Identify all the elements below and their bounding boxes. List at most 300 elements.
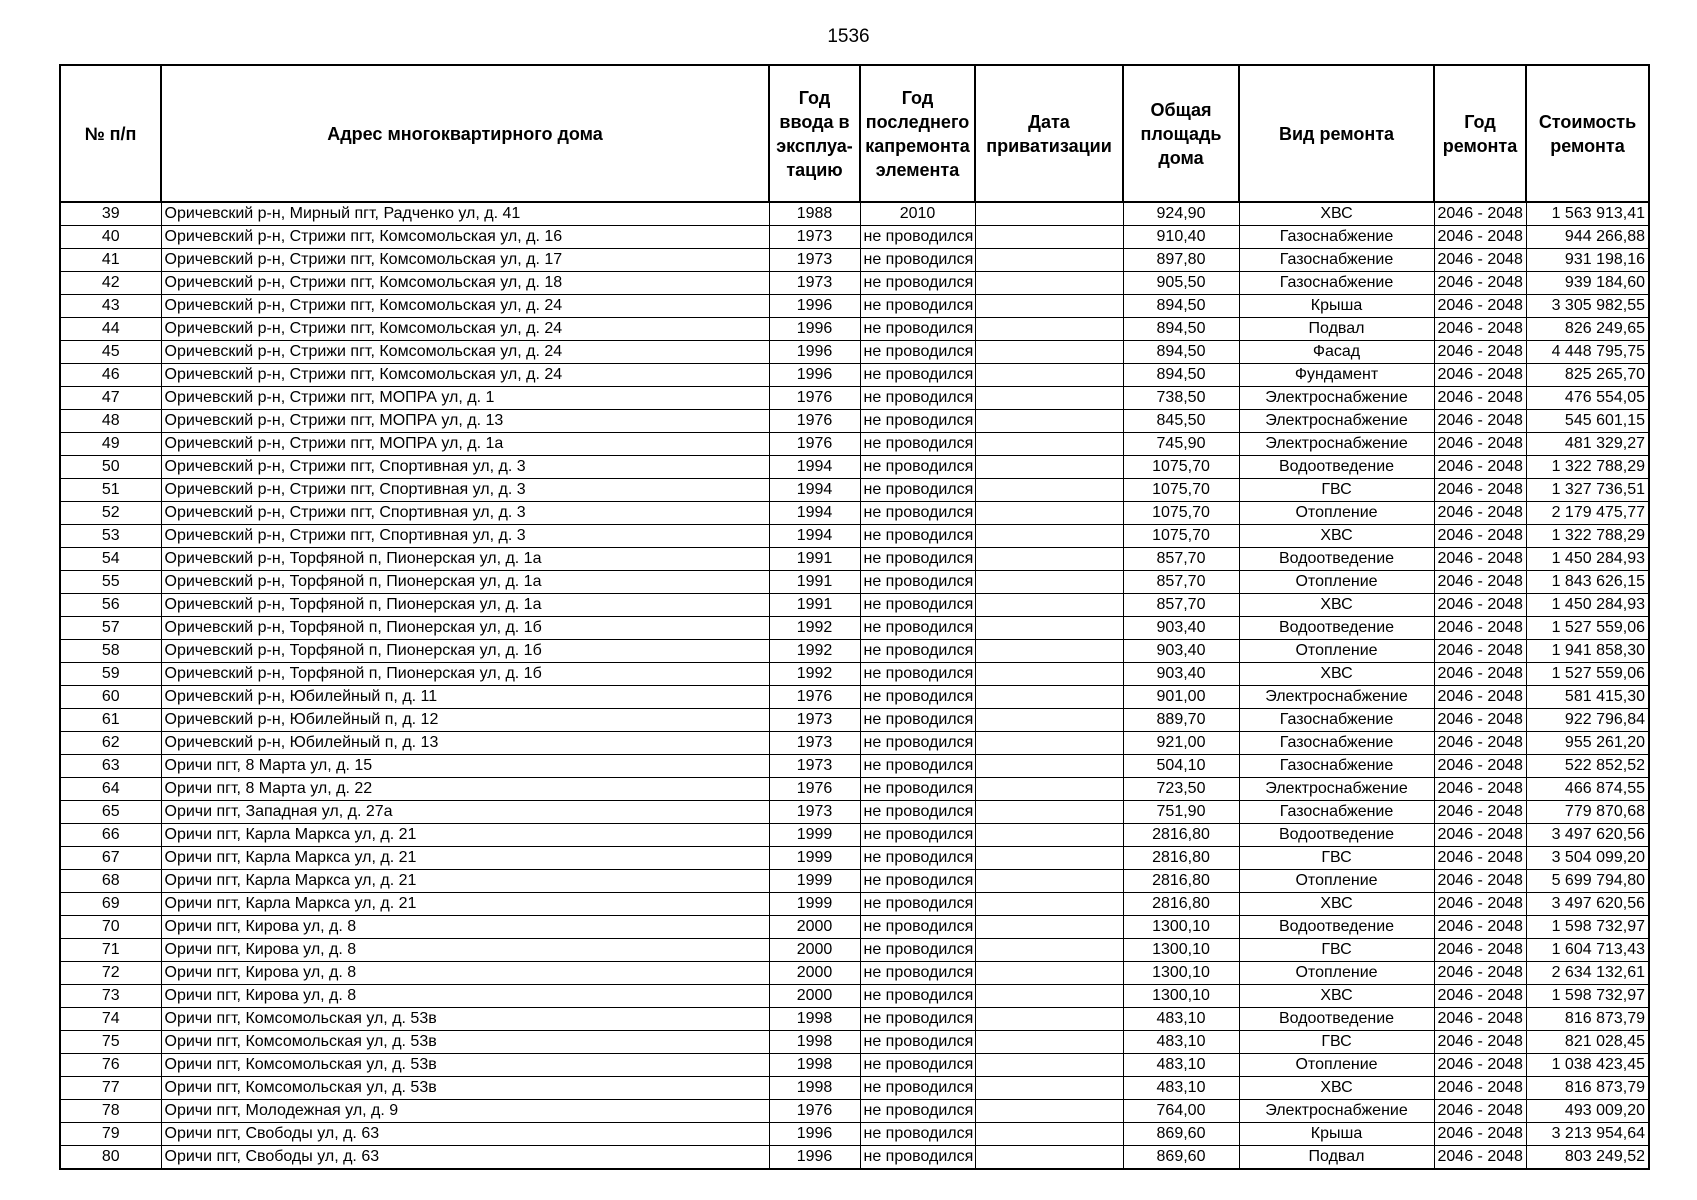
- last-repair-cell: не проводился: [860, 341, 975, 364]
- address-cell: Оричи пгт, Кирова ул, д. 8: [161, 916, 769, 939]
- address-cell: Оричевский р-н, Стрижи пгт, Комсомольская ул, д. 24: [161, 318, 769, 341]
- table-row: [60, 548, 1649, 571]
- cost-cell: 1 322 788,29: [1526, 525, 1649, 548]
- year-built-cell: 2000: [769, 985, 860, 1008]
- year-built-cell: 1991: [769, 548, 860, 571]
- row-num-cell: 51: [60, 479, 161, 502]
- address-cell: Оричи пгт, Свободы ул, д. 63: [161, 1146, 769, 1170]
- address-cell: Оричи пгт, 8 Марта ул, д. 22: [161, 778, 769, 801]
- address-cell: Оричи пгт, Комсомольская ул, д. 53в: [161, 1008, 769, 1031]
- table-row: [60, 525, 1649, 548]
- cost-cell: 5 699 794,80: [1526, 870, 1649, 893]
- year-built-cell: 1998: [769, 1008, 860, 1031]
- area-cell: 1075,70: [1123, 525, 1239, 548]
- repair-year-cell: 2046 - 2048: [1434, 1054, 1526, 1077]
- last-repair-cell: не проводился: [860, 732, 975, 755]
- address-cell: Оричи пгт, Карла Маркса ул, д. 21: [161, 893, 769, 916]
- privatization-cell: [975, 1100, 1123, 1123]
- privatization-cell: [975, 709, 1123, 732]
- table-row: [60, 893, 1649, 916]
- row-num-cell: 61: [60, 709, 161, 732]
- repair-type-cell: ХВС: [1239, 594, 1434, 617]
- address-cell: Оричевский р-н, Торфяной п, Пионерская ул, д. 1а: [161, 548, 769, 571]
- address-cell: Оричевский р-н, Стрижи пгт, Спортивная ул, д. 3: [161, 502, 769, 525]
- privatization-cell: [975, 318, 1123, 341]
- repair-type-cell: Крыша: [1239, 295, 1434, 318]
- address-cell: Оричевский р-н, Стрижи пгт, Комсомольская ул, д. 24: [161, 295, 769, 318]
- year-built-cell: 1999: [769, 870, 860, 893]
- address-cell: Оричевский р-н, Стрижи пгт, Комсомольская ул, д. 16: [161, 226, 769, 249]
- cost-cell: 466 874,55: [1526, 778, 1649, 801]
- row-num-cell: 39: [60, 202, 161, 226]
- privatization-cell: [975, 249, 1123, 272]
- last-repair-cell: не проводился: [860, 295, 975, 318]
- row-num-cell: 46: [60, 364, 161, 387]
- repair-year-cell: 2046 - 2048: [1434, 226, 1526, 249]
- table-row: [60, 272, 1649, 295]
- privatization-cell: [975, 272, 1123, 295]
- year-built-cell: 1996: [769, 318, 860, 341]
- row-num-cell: 55: [60, 571, 161, 594]
- last-repair-cell: не проводился: [860, 847, 975, 870]
- cost-cell: 821 028,45: [1526, 1031, 1649, 1054]
- repair-type-cell: ГВС: [1239, 1031, 1434, 1054]
- repair-year-cell: 2046 - 2048: [1434, 916, 1526, 939]
- area-cell: 905,50: [1123, 272, 1239, 295]
- year-built-cell: 2000: [769, 962, 860, 985]
- cost-cell: 816 873,79: [1526, 1008, 1649, 1031]
- area-cell: 738,50: [1123, 387, 1239, 410]
- repair-year-cell: 2046 - 2048: [1434, 870, 1526, 893]
- last-repair-cell: не проводился: [860, 318, 975, 341]
- address-cell: Оричевский р-н, Стрижи пгт, МОПРА ул, д. 1а: [161, 433, 769, 456]
- repair-year-cell: 2046 - 2048: [1434, 1100, 1526, 1123]
- table-row: [60, 778, 1649, 801]
- area-cell: 921,00: [1123, 732, 1239, 755]
- cost-cell: 2 634 132,61: [1526, 962, 1649, 985]
- last-repair-cell: не проводился: [860, 617, 975, 640]
- header-repair-year: Год ремонта: [1434, 65, 1526, 202]
- table-row: [60, 571, 1649, 594]
- row-num-cell: 62: [60, 732, 161, 755]
- row-num-cell: 77: [60, 1077, 161, 1100]
- privatization-cell: [975, 962, 1123, 985]
- privatization-cell: [975, 502, 1123, 525]
- repair-type-cell: Электроснабжение: [1239, 433, 1434, 456]
- privatization-cell: [975, 295, 1123, 318]
- repair-type-cell: ГВС: [1239, 939, 1434, 962]
- repair-type-cell: ХВС: [1239, 893, 1434, 916]
- table-row: [60, 732, 1649, 755]
- privatization-cell: [975, 594, 1123, 617]
- last-repair-cell: не проводился: [860, 755, 975, 778]
- table-row: [60, 985, 1649, 1008]
- cost-cell: 1 563 913,41: [1526, 202, 1649, 226]
- row-num-cell: 45: [60, 341, 161, 364]
- cost-cell: 1 843 626,15: [1526, 571, 1649, 594]
- row-num-cell: 57: [60, 617, 161, 640]
- row-num-cell: 41: [60, 249, 161, 272]
- privatization-cell: [975, 778, 1123, 801]
- repair-year-cell: 2046 - 2048: [1434, 985, 1526, 1008]
- last-repair-cell: не проводился: [860, 1031, 975, 1054]
- last-repair-cell: не проводился: [860, 1100, 975, 1123]
- table-row: [60, 824, 1649, 847]
- repair-year-cell: 2046 - 2048: [1434, 778, 1526, 801]
- privatization-cell: [975, 571, 1123, 594]
- address-cell: Оричевский р-н, Торфяной п, Пионерская ул, д. 1а: [161, 594, 769, 617]
- cost-cell: 1 322 788,29: [1526, 456, 1649, 479]
- repair-year-cell: 2046 - 2048: [1434, 893, 1526, 916]
- last-repair-cell: не проводился: [860, 962, 975, 985]
- last-repair-cell: не проводился: [860, 686, 975, 709]
- area-cell: 483,10: [1123, 1054, 1239, 1077]
- address-cell: Оричевский р-н, Стрижи пгт, Комсомольская ул, д. 24: [161, 341, 769, 364]
- last-repair-cell: не проводился: [860, 801, 975, 824]
- privatization-cell: [975, 456, 1123, 479]
- cost-cell: 3 504 099,20: [1526, 847, 1649, 870]
- year-built-cell: 1996: [769, 364, 860, 387]
- repair-year-cell: 2046 - 2048: [1434, 1146, 1526, 1170]
- year-built-cell: 1998: [769, 1077, 860, 1100]
- last-repair-cell: не проводился: [860, 1077, 975, 1100]
- address-cell: Оричевский р-н, Стрижи пгт, Спортивная ул, д. 3: [161, 456, 769, 479]
- repair-year-cell: 2046 - 2048: [1434, 755, 1526, 778]
- last-repair-cell: не проводился: [860, 249, 975, 272]
- year-built-cell: 1973: [769, 226, 860, 249]
- cost-cell: 476 554,05: [1526, 387, 1649, 410]
- year-built-cell: 1994: [769, 456, 860, 479]
- privatization-cell: [975, 525, 1123, 548]
- repair-year-cell: 2046 - 2048: [1434, 433, 1526, 456]
- repair-type-cell: Фундамент: [1239, 364, 1434, 387]
- repair-registry-table: [59, 64, 1650, 1170]
- privatization-cell: [975, 985, 1123, 1008]
- privatization-cell: [975, 640, 1123, 663]
- address-cell: Оричевский р-н, Стрижи пгт, Комсомольская ул, д. 24: [161, 364, 769, 387]
- address-cell: Оричи пгт, Карла Маркса ул, д. 21: [161, 824, 769, 847]
- address-cell: Оричевский р-н, Стрижи пгт, Комсомольская ул, д. 17: [161, 249, 769, 272]
- cost-cell: 3 497 620,56: [1526, 824, 1649, 847]
- address-cell: Оричи пгт, 8 Марта ул, д. 15: [161, 755, 769, 778]
- header-num: № п/п: [60, 65, 161, 202]
- row-num-cell: 56: [60, 594, 161, 617]
- year-built-cell: 1976: [769, 387, 860, 410]
- repair-type-cell: Крыша: [1239, 1123, 1434, 1146]
- year-built-cell: 1973: [769, 272, 860, 295]
- area-cell: 894,50: [1123, 341, 1239, 364]
- privatization-cell: [975, 732, 1123, 755]
- cost-cell: 2 179 475,77: [1526, 502, 1649, 525]
- year-built-cell: 1996: [769, 341, 860, 364]
- row-num-cell: 76: [60, 1054, 161, 1077]
- row-num-cell: 44: [60, 318, 161, 341]
- repair-year-cell: 2046 - 2048: [1434, 502, 1526, 525]
- repair-type-cell: Электроснабжение: [1239, 387, 1434, 410]
- privatization-cell: [975, 410, 1123, 433]
- row-num-cell: 43: [60, 295, 161, 318]
- last-repair-cell: не проводился: [860, 824, 975, 847]
- year-built-cell: 1996: [769, 1123, 860, 1146]
- row-num-cell: 50: [60, 456, 161, 479]
- row-num-cell: 65: [60, 801, 161, 824]
- address-cell: Оричевский р-н, Торфяной п, Пионерская ул, д. 1а: [161, 571, 769, 594]
- cost-cell: 522 852,52: [1526, 755, 1649, 778]
- last-repair-cell: не проводился: [860, 1054, 975, 1077]
- last-repair-cell: не проводился: [860, 985, 975, 1008]
- repair-type-cell: Отопление: [1239, 1054, 1434, 1077]
- row-num-cell: 69: [60, 893, 161, 916]
- repair-year-cell: 2046 - 2048: [1434, 824, 1526, 847]
- address-cell: Оричевский р-н, Мирный пгт, Радченко ул, д. 41: [161, 202, 769, 226]
- repair-year-cell: 2046 - 2048: [1434, 617, 1526, 640]
- privatization-cell: [975, 755, 1123, 778]
- table-row: [60, 847, 1649, 870]
- row-num-cell: 58: [60, 640, 161, 663]
- area-cell: 1075,70: [1123, 456, 1239, 479]
- area-cell: 857,70: [1123, 594, 1239, 617]
- repair-type-cell: Отопление: [1239, 571, 1434, 594]
- address-cell: Оричи пгт, Комсомольская ул, д. 53в: [161, 1054, 769, 1077]
- address-cell: Оричи пгт, Комсомольская ул, д. 53в: [161, 1031, 769, 1054]
- area-cell: 924,90: [1123, 202, 1239, 226]
- repair-type-cell: Водоотведение: [1239, 617, 1434, 640]
- repair-year-cell: 2046 - 2048: [1434, 548, 1526, 571]
- area-cell: 723,50: [1123, 778, 1239, 801]
- cost-cell: 931 198,16: [1526, 249, 1649, 272]
- repair-type-cell: Газоснабжение: [1239, 732, 1434, 755]
- privatization-cell: [975, 1031, 1123, 1054]
- area-cell: 1300,10: [1123, 916, 1239, 939]
- address-cell: Оричевский р-н, Торфяной п, Пионерская ул, д. 1б: [161, 663, 769, 686]
- address-cell: Оричи пгт, Свободы ул, д. 63: [161, 1123, 769, 1146]
- last-repair-cell: не проводился: [860, 663, 975, 686]
- privatization-cell: [975, 479, 1123, 502]
- repair-type-cell: Электроснабжение: [1239, 778, 1434, 801]
- row-num-cell: 47: [60, 387, 161, 410]
- row-num-cell: 80: [60, 1146, 161, 1170]
- last-repair-cell: не проводился: [860, 1123, 975, 1146]
- row-num-cell: 53: [60, 525, 161, 548]
- cost-cell: 939 184,60: [1526, 272, 1649, 295]
- repair-type-cell: Газоснабжение: [1239, 801, 1434, 824]
- cost-cell: 4 448 795,75: [1526, 341, 1649, 364]
- repair-type-cell: ХВС: [1239, 985, 1434, 1008]
- privatization-cell: [975, 824, 1123, 847]
- page-number: 1536: [827, 26, 870, 47]
- privatization-cell: [975, 801, 1123, 824]
- cost-cell: 581 415,30: [1526, 686, 1649, 709]
- row-num-cell: 71: [60, 939, 161, 962]
- table-row: [60, 962, 1649, 985]
- year-built-cell: 1991: [769, 571, 860, 594]
- repair-year-cell: 2046 - 2048: [1434, 709, 1526, 732]
- row-num-cell: 42: [60, 272, 161, 295]
- cost-cell: 1 598 732,97: [1526, 985, 1649, 1008]
- repair-type-cell: ХВС: [1239, 525, 1434, 548]
- row-num-cell: 78: [60, 1100, 161, 1123]
- cost-cell: 779 870,68: [1526, 801, 1649, 824]
- cost-cell: 1 450 284,93: [1526, 594, 1649, 617]
- header-area: Общая площадь дома: [1123, 65, 1239, 202]
- year-built-cell: 1999: [769, 824, 860, 847]
- row-num-cell: 54: [60, 548, 161, 571]
- repair-year-cell: 2046 - 2048: [1434, 410, 1526, 433]
- repair-year-cell: 2046 - 2048: [1434, 525, 1526, 548]
- privatization-cell: [975, 617, 1123, 640]
- table-row: [60, 387, 1649, 410]
- cost-cell: 816 873,79: [1526, 1077, 1649, 1100]
- year-built-cell: 1994: [769, 479, 860, 502]
- repair-year-cell: 2046 - 2048: [1434, 663, 1526, 686]
- address-cell: Оричевский р-н, Торфяной п, Пионерская ул, д. 1б: [161, 617, 769, 640]
- last-repair-cell: не проводился: [860, 456, 975, 479]
- area-cell: 751,90: [1123, 801, 1239, 824]
- table-row: [60, 341, 1649, 364]
- repair-type-cell: ХВС: [1239, 663, 1434, 686]
- area-cell: 483,10: [1123, 1077, 1239, 1100]
- address-cell: Оричевский р-н, Стрижи пгт, МОПРА ул, д. 1: [161, 387, 769, 410]
- repair-type-cell: ХВС: [1239, 202, 1434, 226]
- year-built-cell: 1988: [769, 202, 860, 226]
- last-repair-cell: не проводился: [860, 778, 975, 801]
- area-cell: 894,50: [1123, 295, 1239, 318]
- cost-cell: 955 261,20: [1526, 732, 1649, 755]
- cost-cell: 3 213 954,64: [1526, 1123, 1649, 1146]
- cost-cell: 493 009,20: [1526, 1100, 1649, 1123]
- privatization-cell: [975, 686, 1123, 709]
- repair-year-cell: 2046 - 2048: [1434, 686, 1526, 709]
- row-num-cell: 48: [60, 410, 161, 433]
- last-repair-cell: не проводился: [860, 916, 975, 939]
- year-built-cell: 1996: [769, 295, 860, 318]
- table-row: [60, 1146, 1649, 1170]
- area-cell: 1300,10: [1123, 985, 1239, 1008]
- area-cell: 1075,70: [1123, 502, 1239, 525]
- table-row: [60, 617, 1649, 640]
- table-header-row: [60, 65, 1649, 202]
- repair-year-cell: 2046 - 2048: [1434, 479, 1526, 502]
- cost-cell: 1 327 736,51: [1526, 479, 1649, 502]
- address-cell: Оричи пгт, Молодежная ул, д. 9: [161, 1100, 769, 1123]
- area-cell: 903,40: [1123, 617, 1239, 640]
- year-built-cell: 1976: [769, 1100, 860, 1123]
- table-body: [60, 202, 1649, 1169]
- year-built-cell: 1973: [769, 755, 860, 778]
- area-cell: 504,10: [1123, 755, 1239, 778]
- privatization-cell: [975, 226, 1123, 249]
- repair-year-cell: 2046 - 2048: [1434, 249, 1526, 272]
- repair-year-cell: 2046 - 2048: [1434, 1077, 1526, 1100]
- header-repair-type: Вид ремонта: [1239, 65, 1434, 202]
- address-cell: Оричевский р-н, Стрижи пгт, Спортивная ул, д. 3: [161, 525, 769, 548]
- privatization-cell: [975, 893, 1123, 916]
- year-built-cell: 1994: [769, 525, 860, 548]
- table-row: [60, 916, 1649, 939]
- cost-cell: 803 249,52: [1526, 1146, 1649, 1170]
- repair-year-cell: 2046 - 2048: [1434, 801, 1526, 824]
- repair-type-cell: Подвал: [1239, 318, 1434, 341]
- area-cell: 903,40: [1123, 640, 1239, 663]
- area-cell: 1075,70: [1123, 479, 1239, 502]
- privatization-cell: [975, 870, 1123, 893]
- area-cell: 901,00: [1123, 686, 1239, 709]
- table-row: [60, 318, 1649, 341]
- table-row: [60, 202, 1649, 226]
- year-built-cell: 1973: [769, 249, 860, 272]
- table-row: [60, 410, 1649, 433]
- last-repair-cell: не проводился: [860, 548, 975, 571]
- year-built-cell: 1998: [769, 1031, 860, 1054]
- repair-year-cell: 2046 - 2048: [1434, 732, 1526, 755]
- address-cell: Оричевский р-н, Стрижи пгт, Спортивная ул, д. 3: [161, 479, 769, 502]
- year-built-cell: 1973: [769, 709, 860, 732]
- address-cell: Оричевский р-н, Юбилейный п, д. 13: [161, 732, 769, 755]
- privatization-cell: [975, 663, 1123, 686]
- year-built-cell: 1999: [769, 847, 860, 870]
- address-cell: Оричевский р-н, Стрижи пгт, Комсомольская ул, д. 18: [161, 272, 769, 295]
- last-repair-cell: не проводился: [860, 387, 975, 410]
- repair-year-cell: 2046 - 2048: [1434, 456, 1526, 479]
- cost-cell: 1 038 423,45: [1526, 1054, 1649, 1077]
- table-row: [60, 364, 1649, 387]
- last-repair-cell: не проводился: [860, 640, 975, 663]
- repair-type-cell: Электроснабжение: [1239, 410, 1434, 433]
- repair-year-cell: 2046 - 2048: [1434, 939, 1526, 962]
- privatization-cell: [975, 1054, 1123, 1077]
- last-repair-cell: не проводился: [860, 479, 975, 502]
- repair-type-cell: Водоотведение: [1239, 1008, 1434, 1031]
- repair-year-cell: 2046 - 2048: [1434, 272, 1526, 295]
- cost-cell: 1 450 284,93: [1526, 548, 1649, 571]
- header-year-built: Год ввода в эксплуа-тацию: [769, 65, 860, 202]
- cost-cell: 1 527 559,06: [1526, 663, 1649, 686]
- repair-type-cell: Газоснабжение: [1239, 226, 1434, 249]
- table-row: [60, 1008, 1649, 1031]
- repair-year-cell: 2046 - 2048: [1434, 1008, 1526, 1031]
- repair-type-cell: Водоотведение: [1239, 916, 1434, 939]
- row-num-cell: 64: [60, 778, 161, 801]
- area-cell: 894,50: [1123, 318, 1239, 341]
- repair-type-cell: Фасад: [1239, 341, 1434, 364]
- repair-type-cell: Водоотведение: [1239, 456, 1434, 479]
- address-cell: Оричевский р-н, Торфяной п, Пионерская ул, д. 1б: [161, 640, 769, 663]
- repair-year-cell: 2046 - 2048: [1434, 341, 1526, 364]
- repair-type-cell: Водоотведение: [1239, 824, 1434, 847]
- row-num-cell: 49: [60, 433, 161, 456]
- table-row: [60, 502, 1649, 525]
- row-num-cell: 79: [60, 1123, 161, 1146]
- area-cell: 2816,80: [1123, 870, 1239, 893]
- header-privatization: Дата приватизации: [975, 65, 1123, 202]
- address-cell: Оричи пгт, Кирова ул, д. 8: [161, 985, 769, 1008]
- year-built-cell: 1998: [769, 1054, 860, 1077]
- privatization-cell: [975, 341, 1123, 364]
- repair-type-cell: Электроснабжение: [1239, 1100, 1434, 1123]
- year-built-cell: 1992: [769, 640, 860, 663]
- year-built-cell: 1976: [769, 410, 860, 433]
- cost-cell: 826 249,65: [1526, 318, 1649, 341]
- last-repair-cell: не проводился: [860, 939, 975, 962]
- area-cell: 764,00: [1123, 1100, 1239, 1123]
- repair-type-cell: Газоснабжение: [1239, 272, 1434, 295]
- privatization-cell: [975, 847, 1123, 870]
- table-row: [60, 755, 1649, 778]
- year-built-cell: 1999: [769, 893, 860, 916]
- privatization-cell: [975, 1123, 1123, 1146]
- area-cell: 2816,80: [1123, 824, 1239, 847]
- last-repair-cell: не проводился: [860, 410, 975, 433]
